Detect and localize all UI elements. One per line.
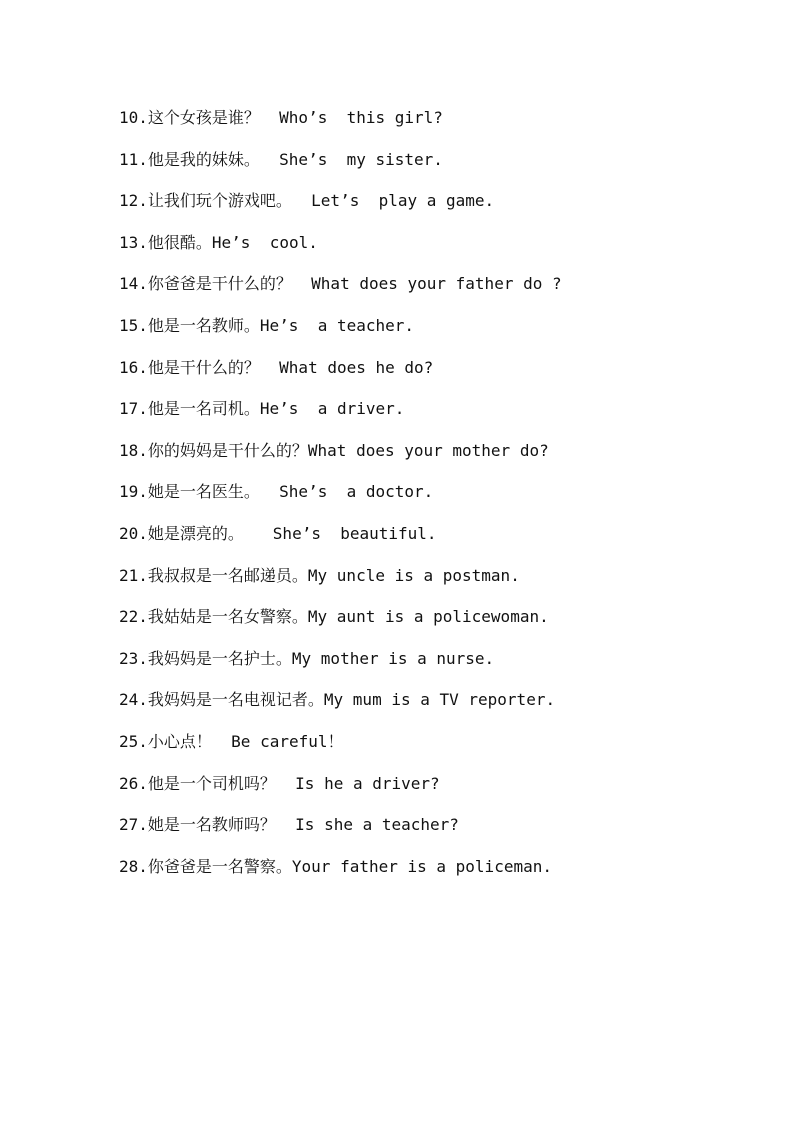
sentence-line: 11.他是我的妹妹。 She’s my sister.: [119, 149, 443, 169]
sentence-line: 14.你爸爸是干什么的？ What does your father do ?: [119, 274, 562, 294]
sentence-line: 15.他是一名教师。He’s a teacher.: [119, 315, 415, 335]
sentence-line: 23.我妈妈是一名护士。My mother is a nurse.: [119, 648, 495, 668]
sentence-line: 19.她是一名医生。 She’s a doctor.: [119, 482, 434, 502]
sentence-line: 17.他是一名司机。He’s a driver.: [119, 399, 405, 419]
sentence-line: 10.这个女孩是谁？ Who’s this girl?: [119, 108, 443, 127]
sentence-line: 16.他是干什么的？ What does he do?: [119, 357, 434, 377]
sentence-line: 27.她是一名教师吗？ Is she a teacher?: [119, 815, 459, 835]
sentence-line: 22.我姑姑是一名女警察。My aunt is a policewoman.: [119, 607, 549, 627]
sentence-list: [119, 106, 562, 896]
sentence-line: 24.我妈妈是一名电视记者。My mum is a TV reporter.: [119, 690, 556, 710]
sentence-line: 28.你爸爸是一名警察。Your father is a policeman.: [119, 856, 552, 876]
sentence-line: 18.你的妈妈是干什么的？What does your mother do?: [119, 440, 549, 460]
sentence-line: 12.让我们玩个游戏吧。 Let’s play a game.: [119, 191, 495, 211]
sentence-line: 13.他很酷。He’s cool.: [119, 232, 318, 252]
sentence-line: 20.她是漂亮的。 She’s beautiful.: [119, 523, 437, 543]
sentence-line: 26.他是一个司机吗？ Is he a driver?: [119, 773, 440, 793]
sentence-line: 25.小心点！ Be careful！: [119, 731, 344, 751]
sentence-line: 21.我叔叔是一名邮递员。My uncle is a postman.: [119, 565, 520, 585]
